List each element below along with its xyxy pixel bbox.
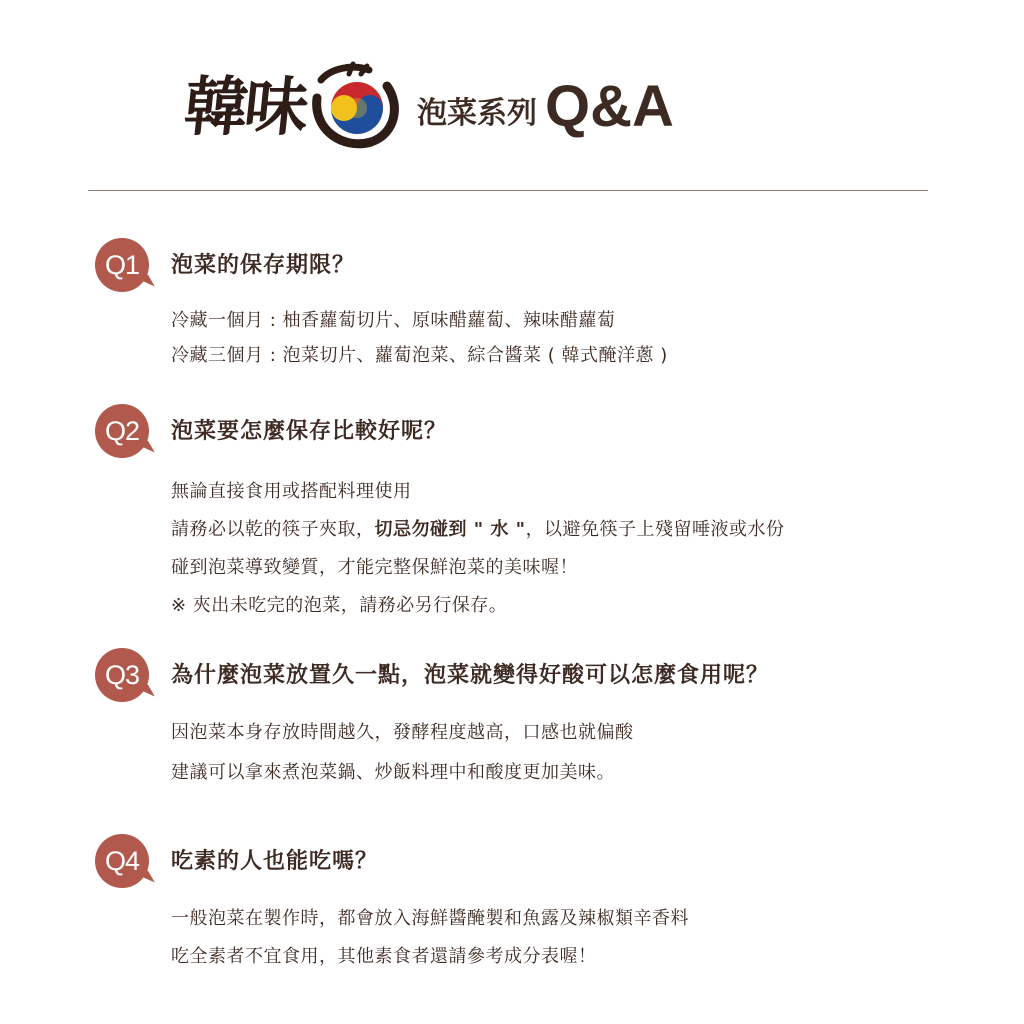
series-title: 泡菜系列 xyxy=(417,96,537,131)
qa-heading: Q&A xyxy=(545,73,674,139)
qa-item-1 xyxy=(95,238,935,368)
taegeuk-emblem-icon xyxy=(309,60,399,150)
answer-emphasis: 切忌勿碰到 " 水 " xyxy=(374,519,526,540)
qa-item-3 xyxy=(95,648,935,788)
question-badge: Q2 xyxy=(95,404,149,458)
question-title: 泡菜要怎麼保存比較好呢？ xyxy=(171,419,448,444)
question-badge: Q4 xyxy=(95,834,149,888)
answer-line: 吃全素者不宜食用，其他素食者還請參考成分表喔！ xyxy=(171,946,597,967)
answer-note: ※ 夾出未吃完的泡菜，請務必另行保存。 xyxy=(171,595,508,616)
question-badge: Q3 xyxy=(95,648,149,702)
answer-line: 碰到泡菜導致變質，才能完整保鮮泡菜的美味喔！ xyxy=(171,557,578,578)
header-divider xyxy=(88,190,928,191)
answer-line: 建議可以拿來煮泡菜鍋、炒飯料理中和酸度更加美味。 xyxy=(171,762,615,783)
header xyxy=(180,44,674,160)
answer-line: 冷藏三個月 : 泡菜切片、蘿蔔泡菜、綜合醬菜 ( 韓式醃洋蔥 ) xyxy=(171,345,668,366)
question-title: 吃素的人也能吃嗎？ xyxy=(171,849,379,874)
answer-line: 冷藏一個月 : 柚香蘿蔔切片、原味醋蘿蔔、辣味醋蘿蔔 xyxy=(171,310,616,331)
qa-item-4 xyxy=(95,834,935,974)
answer-line xyxy=(171,515,785,541)
answer-line: 無論直接食用或搭配料理使用 xyxy=(171,481,412,502)
answer-line: 因泡菜本身存放時間越久，發酵程度越高，口感也就偏酸 xyxy=(171,722,634,743)
answer-line: 一般泡菜在製作時，都會放入海鮮醬醃製和魚露及辣椒類辛香料 xyxy=(171,908,689,929)
question-badge: Q1 xyxy=(95,238,149,292)
answer-text: ，以避免筷子上殘留唾液或水份 xyxy=(525,519,785,540)
answer-text: 請務必以乾的筷子夾取， xyxy=(171,519,375,540)
brand-logo-text: 韓味 xyxy=(180,70,309,145)
question-title: 為什麼泡菜放置久一點，泡菜就變得好酸可以怎麼食用呢？ xyxy=(171,663,770,688)
qa-item-2 xyxy=(95,404,935,624)
question-title: 泡菜的保存期限？ xyxy=(171,253,356,278)
